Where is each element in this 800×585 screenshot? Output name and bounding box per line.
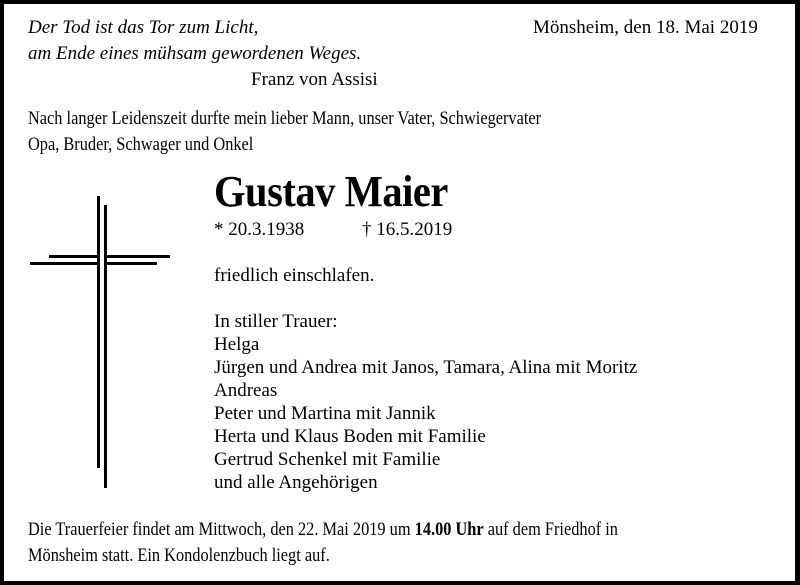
funeral-time: 14.00 Uhr xyxy=(414,519,484,540)
quote-author: Franz von Assisi xyxy=(251,69,378,90)
mourner-name: Andreas xyxy=(214,380,278,401)
mourner-name: Herta und Klaus Boden mit Familie xyxy=(214,426,486,447)
mourner-name: Gertrud Schenkel mit Familie xyxy=(214,449,441,470)
cross-vertical-left xyxy=(97,196,100,468)
birth-date: * 20.3.1938 xyxy=(214,219,305,240)
funeral-info-text: auf dem Friedhof in xyxy=(483,519,618,540)
passing-phrase: friedlich einschlafen. xyxy=(214,265,375,286)
quote-line-2: am Ende eines mühsam gewordenen Weges. xyxy=(28,43,362,64)
intro-line-1: Nach langer Leidenszeit durfte mein lieber Mann, unser Vater, Schwiegervater xyxy=(28,108,542,129)
funeral-info-line-2: Mönsheim statt. Ein Kondolenzbuch liegt auf. xyxy=(28,545,330,566)
quote-line-1: Der Tod ist das Tor zum Licht, xyxy=(28,17,259,38)
funeral-info-line-1 xyxy=(28,520,618,539)
cross-horizontal-upper-right xyxy=(104,255,170,258)
death-date: † 16.5.2019 xyxy=(362,219,453,240)
cross-horizontal-lower-left xyxy=(30,262,99,265)
mourners-heading: In stiller Trauer: xyxy=(214,311,338,332)
mourner-name: Helga xyxy=(214,334,260,355)
place-date: Mönsheim, den 18. Mai 2019 xyxy=(533,17,758,38)
cross-vertical-right xyxy=(104,205,107,488)
intro-line-2: Opa, Bruder, Schwager und Onkel xyxy=(28,134,254,155)
obituary-card xyxy=(4,4,795,581)
funeral-info-text: Die Trauerfeier findet am Mittwoch, den 22. Mai 2019 um xyxy=(28,519,415,540)
cross-horizontal-upper-left xyxy=(49,255,99,258)
cross-horizontal-lower-right xyxy=(104,262,157,265)
mourner-name: und alle Angehörigen xyxy=(214,472,378,493)
deceased-name: Gustav Maier xyxy=(214,167,448,216)
mourner-name: Jürgen und Andrea mit Janos, Tamara, Alina mit Moritz xyxy=(214,357,638,378)
mourner-name: Peter und Martina mit Jannik xyxy=(214,403,436,424)
